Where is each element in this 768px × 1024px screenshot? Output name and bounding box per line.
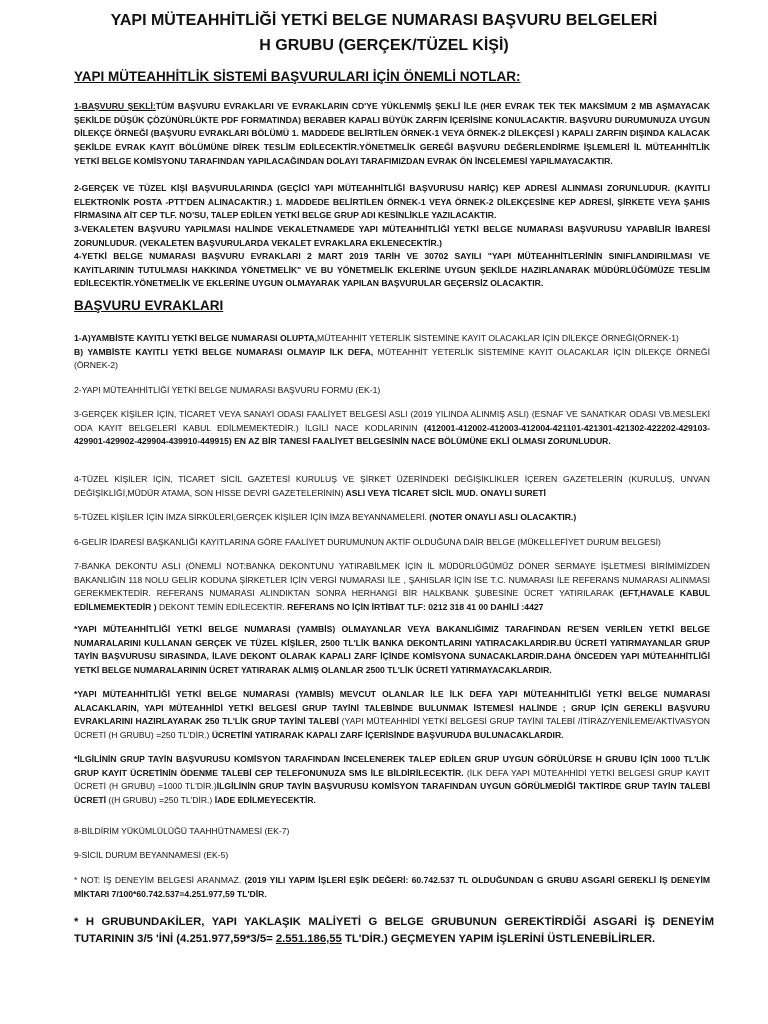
document-subtitle: H GRUBU (GERÇEK/TÜZEL KİŞİ) (259, 37, 509, 54)
star-note-2 (74, 688, 710, 743)
star-note-3-bold-3: İADE EDİLMEYECEKTİR. (212, 795, 316, 806)
star-note-3-text-2: ((H GRUBU) =250 TL'DİR.) (106, 795, 213, 806)
experience-note-bold: (2019 YILI YAPIM İŞLERİ EŞİK DEĞERİ: 60.742.537 TL OLDUĞUNDAN G GRUBU ASGARİ GEREKLİ İŞ DENEYİM MİKTARI 7/100*60.742.537=4.251.977,59 TL'DİR. (74, 875, 710, 899)
doc-item-2: 2-YAPI MÜTEAHHİTLİĞİ YETKİ BELGE NUMARASI BAŞVURU FORMU (EK-1) (74, 385, 381, 395)
note-1-text: TÜM BAŞVURU EVRAKLARI VE EVRAKLARIN CD'YE YÜKLENMİŞ ŞEKLİ İLE (HER EVRAK TEK TEK MAKSİMUM 2 MB AŞMAYACAK ŞEKİLDE DÜŞÜK ÇÖZÜNÜRLÜKTE PDF FORMATINDA) BERABER KAPALI BÜYÜK ZARFIN İÇERİSİNE KONULACAKTIR. BAŞVURU DURUMUNUZA UYGUN DİLEKÇE ÖRNEĞİ (BAŞVURU EVRAKLARI BÖLÜMÜ 1. MADDEDE BELİRTİLEN ÖRNEK-1 VEYA ÖRNEK-2 DİLEKÇESİ ) KAPALI ZARFIN DIŞINDA KALACAK ŞEKİLDE EVRAK KAYIT BÖLÜMÜNE DİREK TESLİM EDİLECEKTİR.YÖNETMELİK GEREĞİ BAŞVURU DEĞERLENDİRME İŞLEMLERİ İL MÜTEAHHİTLİK YETKİ BELGE KOMİSYONU TARAFINDAN YAPILACAĞINDAN DOLAYI TARAFIMIZDAN EVRAK ÖN İNCELEMESİ YAPILMAYACAKTIR. (74, 101, 711, 166)
star-note-3 (74, 753, 710, 808)
star-note-1: *YAPI MÜTEAHHİTLİĞİ YETKİ BELGE NUMARASI (YAMBİS) OLMAYANLAR VEYA BAKANLIĞIMIZ TARAFINDAN RE'SEN VERİLEN YETKİ BELGE NUMARALARINI KULLANAN GERÇEK VE TÜZEL KİŞİLER, 2500 TL'LİK BANKA DEKONTLARINI YATIRACAKLARDIR.BU ÜCRETİ YATIRMAYANLAR GRUP TAYİN BAŞVURUSU SIRASINDA, İLAVE DEKONT OLARAK KAPALI ZARF İÇİNDE KOMİSYONA SUNACAKLARDIR.DAHA ÖNCEDEN YAPI MÜTEAHHİTLİĞİ YETKİ BELGE NUMARALARININ ÜCRET YATIRARAK ALMIŞ OLANLAR 2500 TL'LİK ÜCRETİ YATIRMAYACAKLARDIR. (74, 624, 710, 676)
note-3: 3-VEKALETEN BAŞVURU YAPILMASI HALİNDE VEKALETNAMEDE YAPI MÜTEAHHİTLİĞİ YETKİ BELGE NUMARASI BAŞVURUSU YAPABİLİR İBARESİ ZORUNLUDUR. (VEKALETEN BAŞVURULARDA VEKALET EVRAKLARA EKLENECEKTİR.) (74, 224, 710, 248)
note-4 (74, 250, 710, 291)
doc-item-4-text: 4-TÜZEL KİŞİLER İÇİN, TİCARET SİCİL GAZETESİ KURULUŞ VE ŞİRKET ÜZERİNDEKİ DEĞİŞİKLİKLER İÇEREN GAZETELERİN (KURULUŞ, UNVAN DEĞİŞİKLİĞİ,MÜDÜR ATAMA, SON HİSSE DEVRİ GAZETELERİNİN) (74, 474, 710, 498)
important-notes-heading: YAPI MÜTEAHHİTLİK SİSTEMİ BAŞVURULARI İÇİN ÖNEMLİ NOTLAR: (74, 69, 521, 84)
note-1-label: 1-BAŞVURU ŞEKLİ: (74, 101, 156, 111)
doc-item-3-nace: (412001-412002-412003-412004-421101-421301-421302-422202-429103-429901-429902-429904-439910-449915) EN AZ BİR TANESİ FAALİYET BELGESİNİN NACE BÖLÜMÜNE EKLİ OLMASI ZORUNLUDUR. (74, 422, 710, 447)
star-note-2-bold-2: ÜCRETİNİ YATIRARAK KAPALI ZARF İÇERİSİNDE BAŞVURUDA BULUNACAKLARDIR. (209, 730, 564, 741)
doc-item-1 (74, 332, 710, 373)
documents-heading: BAŞVURU EVRAKLARI (74, 298, 224, 313)
doc-item-9: 9-SİCİL DURUM BEYANNAMESİ (EK-5) (74, 850, 229, 860)
doc-item-7-bold-2: REFERANS NO İÇİN İRTİBAT TLF: 0212 318 41 00 DAHİLİ :4427 (284, 602, 544, 613)
doc-item-4 (74, 473, 710, 500)
doc-item-1b-text: MÜTEAHHİT YETERLİK SİSTEMİNE KAYIT OLACAKLAR İÇİN DİLEKÇE ÖRNEĞİ (ÖRNEK-2) (74, 346, 710, 371)
doc-item-5-bold: (NOTER ONAYLI ASLI OLACAKTIR.) (426, 512, 577, 522)
note-2: 2-GERÇEK VE TÜZEL KİŞİ BAŞVURULARINDA (GEÇİCİ YAPI MÜTEAHHİTLİĞİ BAŞVURUSU HARİÇ) KEP ADRESİ ALINMASI ZORUNLUDUR. (KAYITLI ELEKTRONİK POSTA -PTT'DEN ALINACAKTIR.) 1. MADDEDE BELİRTİLEN ÖRNEK-1 VEYA ÖRNEK-2 DİLEKÇESİNE KEP ADRESİ, ŞİRKETE VEYA ŞAHIS FİRMASINA AİT CEP TLF. NO'SU, TALEP EDİLEN YETKİ BELGE GRUP ADI KESİNLİKLE YAZILACAKTIR. (74, 183, 710, 221)
experience-note-text: * NOT: İŞ DENEYİM BELGESİ ARANMAZ. (74, 875, 242, 885)
doc-item-3-text: 3-GERÇEK KİŞİLER İÇİN, TİCARET VEYA SANAYİ ODASI FAALİYET BELGESİ ASLI (2019 YILINDA ALINMIŞ ASLI) (ESNAF VE SANATKAR ODASI VB.MESLEKİ ODA KAYIT BELGELERİ KABUL EDİLMEMEKTEDİR.) İLGİLİ NACE KODLARININ (74, 409, 710, 433)
final-note-amount: 2.551.186,55 (275, 932, 342, 945)
doc-item-1b-label: B) YAMBİSTE KAYITLI YETKİ BELGE NUMARASI OLMAYIP İLK DEFA, (74, 346, 374, 357)
doc-item-4-bold: ASLI VEYA TİCARET SİCİL MUD. ONAYLI SURETİ (343, 487, 546, 498)
doc-item-3 (74, 408, 710, 449)
document-title: YAPI MÜTEAHHİTLİĞİ YETKİ BELGE NUMARASI BAŞVURU BELGELERİ (110, 12, 658, 29)
doc-item-8: 8-BİLDİRİM YÜKÜMLÜLÜĞÜ TAAHHÜTNAMESİ (EK-7) (74, 826, 290, 836)
star-note-3-bold-2: İLGİLİNİN GRUP TAYİN BAŞVURUSU KOMİSYON TARAFINDAN UYGUN GÖRÜLMEDİĞİ TAKTİRDE GRUP TAYİN TALEBİ ÜCRETİ (74, 781, 710, 806)
star-note-2-text: (YAPI MÜTEAHHİDİ YETKİ BELGESİ GRUP TAYİNİ TALEBİ /İTİRAZ/YENİLEME/AKTİVASYON ÜCRETİ (H GRUBU) =250 TL'DİR.) (74, 716, 710, 741)
doc-item-7-text: 7-BANKA DEKONTU ASLI (ÖNEMLİ NOT:BANKA DEKONTUNU YATIRABİLMEK İÇİN İL MÜDÜRLÜĞÜMÜZ DÖNER SERMAYE İŞLETMESİ BİRİMİMİZDEN BAKANLIĞIN 118 NOLU GELİR KODUNA ŞİRKETLER İÇİN VERGİ NUMARASI İLE , ŞAHISLAR İÇİN İSE T.C. NUMARASI İLE REFERANS NUMARASI ALINMASI GEREKMEKTEDİR. REFERANS NUMARASI ALINDIKTAN SONRA HERHANGİ BİR HALKBANK ŞUBESİNE ÜCRET YATIRILARAK (74, 561, 710, 599)
final-note-end: TL'DİR.) GEÇMEYEN YAPIM İŞLERİNİ ÜSTLENEBİLİRLER. (341, 932, 656, 945)
h-group-final-note (74, 914, 714, 947)
note-1 (74, 100, 710, 169)
doc-item-5 (74, 511, 710, 525)
doc-item-7-bold-1: (EFT,HAVALE KABUL EDİLMEMEKTEDİR ) (74, 588, 710, 613)
experience-note (74, 874, 710, 901)
doc-item-7 (74, 560, 710, 615)
star-note-3-bold-1: *İLGİLİNİN GRUP TAYİN BAŞVURUSU KOMİSYON TARAFINDAN İNCELENEREK TALEP EDİLEN GRUP UYGUN GÖRÜLÜRSE H GRUBU İÇİN 1000 TL'LİK GRUP KAYIT ÜCRETİNİN ÖDENME TALEBİ CEP TELEFONUNUZA SMS İLE BİLDİRİLECEKTİR. (74, 754, 710, 778)
final-note-text: * H GRUBUNDAKİLER, YAPI YAKLAŞIK MALİYETİ G BELGE GRUBUNUN GEREKTİRDİĞİ ASGARİ İŞ DENEYİM TUTARININ 3/5 'İNİ (4.251.977,59*3/5= (74, 916, 714, 945)
note-4-warning: YÖNETMELİK VE EKLERİNE UYGUN OLMAYARAK YAPILAN BAŞVURULAR GEÇERSİZ OLACAKTIR. (133, 278, 544, 289)
doc-item-1a-label: 1-A)YAMBİSTE KAYITLI YETKİ BELGE NUMARASI OLUPTA, (74, 333, 318, 343)
star-note-2-bold-1: *YAPI MÜTEAHHİTLİĞİ YETKİ BELGE NUMARASI (YAMBİS) MEVCUT OLANLAR İLE İLK DEFA YAPI MÜTEAHHİTLİĞİ YETKİ BELGE NUMARASI ALACAKLARIN, YAPI MÜTEAHHİDİ YETKİ BELGESİ GRUP TAYİNİ TALEBİNDE BULUNMAK İSTEMESİ HALİNDE ; GRUP İÇİN GEREKLİ BAŞVURU EVRAKLARINI HAZIRLAYARAK 250 TL'LİK GRUP TAYİNİ TALEBİ (74, 689, 710, 727)
doc-item-5-text: 5-TÜZEL KİŞİLER İÇİN İMZA SİRKÜLERİ,GERÇEK KİŞİLER İÇİN İMZA BEYANNAMELERİ. (74, 512, 427, 522)
doc-item-7-text-2: DEKONT TEMİN EDİLECEKTİR. (156, 602, 285, 613)
star-note-3-text-1: (İLK DEFA YAPI MÜTEAHHİDİ YETKİ BELGESİ GRUP KAYIT ÜCRETİ (H GRUBU) =1000 TL'DİR.) (74, 767, 710, 792)
doc-item-1a-text: MÜTEAHHİT YETERLİK SİSTEMİNE KAYIT OLACAKLAR İÇİN DİLEKÇE ÖRNEĞİ(ÖRNEK-1) (317, 333, 679, 343)
note-4-text: 4-YETKİ BELGE NUMARASI BAŞVURU EVRAKLARI 2 MART 2019 TARİH VE 30702 SAYILI "YAPI MÜTEAHHİTLERİNİN SINIFLANDIRILMASI VE KAYITLARININ TUTULMASI HAKKINDA YÖNETMELİK" VE BU YÖNETMELİK EKLERİNE UYGUN ŞEKİLDE HAZIRLANARAK MÜDÜRLÜĞÜMÜZE TESLİM EDİLECEKTİR. (74, 251, 710, 289)
doc-item-6: 6-GELİR İDARESİ BAŞKANLIĞI KAYITLARINA GÖRE FAALİYET DURUMUNUN AKTİF OLDUĞUNA DAİR BELGE (MÜKELLEFİYET DURUM BELGESİ) (74, 537, 661, 547)
